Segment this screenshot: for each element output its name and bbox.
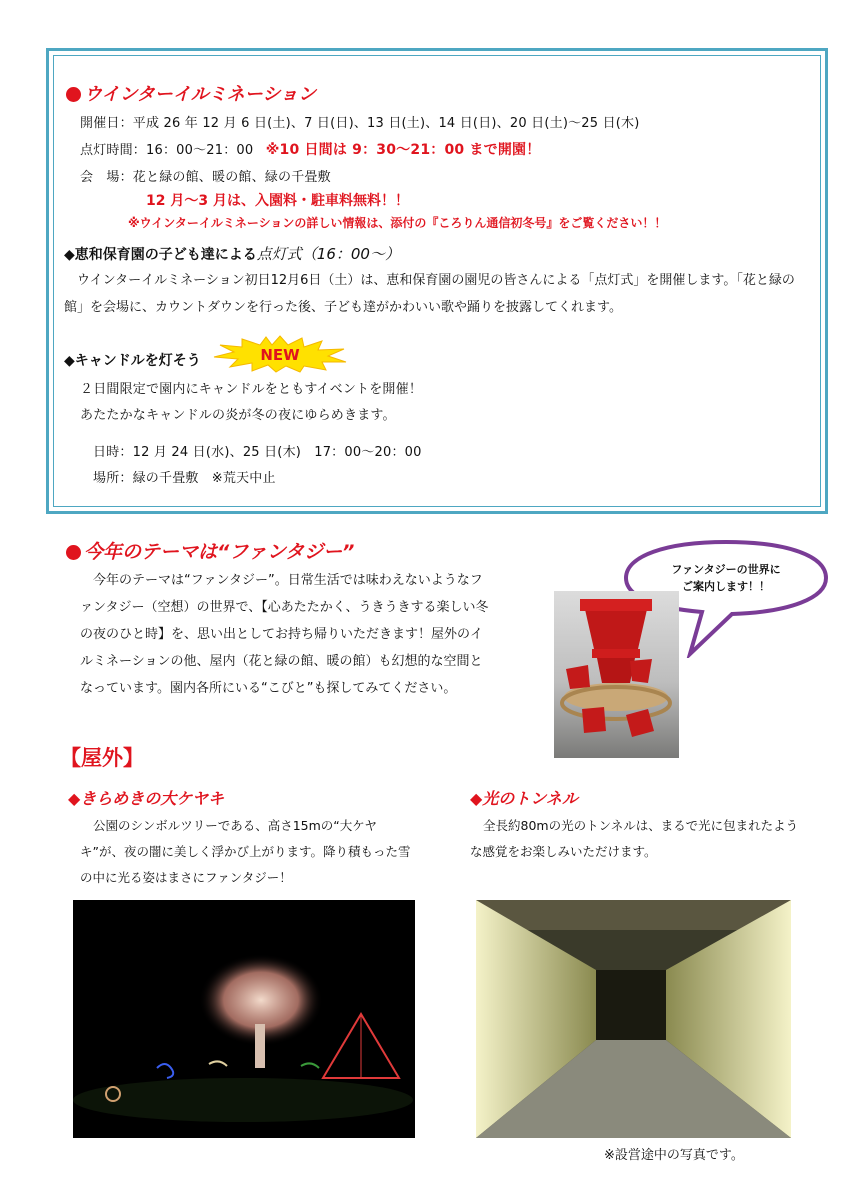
keyaki-title: ◆きらめきの大ケヤキ [68, 789, 224, 808]
tunnel-title: ◆光のトンネル [470, 789, 578, 808]
winter-hours-note: ※10 日間は 9：30～21：00 まで開園！ [265, 142, 541, 158]
winter-free-note: 12 月～3 月は、入園料・駐車料無料！！ [146, 193, 409, 209]
theme-body: 今年のテーマは“ファンタジー”。日常生活では味わえないようなファンタジー（空想）の世界で、【心あたたかく、うきうきする楽しい冬の夜のひと時】を、思い出としてお持ち帰りいただきます！屋外のイルミネーションの他、屋内（花と緑の館、暖の館）も幻想的な空間となっています。園内各所にいる“こびと”も探してみてください。 [80, 573, 489, 696]
candle-date: 日時：12 月 24 日(水)、25 日(木) 17：00～20：00 [93, 445, 422, 460]
candle-title: ◆キャンドルを灯そう [64, 353, 201, 369]
theme-title-text: 今年のテーマは“ファンタジー” [84, 541, 355, 563]
new-badge-icon [212, 335, 348, 373]
tunnel-body: 全長約80mの光のトンネルは、まるで光に包まれたような感覚をお楽しみいただけます。 [470, 818, 799, 859]
winter-title-text: ウインターイルミネーション [84, 84, 317, 105]
ceremony-title [64, 243, 400, 264]
red-bullet-icon [66, 87, 81, 102]
ceremony-title-plain: ◆恵和保育園の子ども達による [64, 247, 257, 263]
bubble-text [640, 561, 812, 595]
light-tunnel-photo [476, 900, 791, 1138]
bubble-line1: ファンタジーの世界に [671, 563, 781, 576]
photo-caption: ※設営途中の写真です。 [604, 1148, 744, 1163]
candle-line1: ２日間限定で園内にキャンドルをともすイベントを開催！ [80, 382, 423, 397]
winter-section-title [66, 80, 316, 106]
winter-venue: 会 場：花と緑の館、暖の館、緑の千畳敷 [80, 170, 331, 185]
outdoor-heading: 【屋外】 [60, 746, 144, 770]
theme-title [66, 537, 354, 564]
bubble-line2: ご案内します！！ [682, 580, 770, 593]
winter-hours [80, 139, 540, 159]
winter-hours-label: 点灯時間：16：00～21：00 [80, 143, 254, 158]
candle-place: 場所：緑の千畳敷 ※荒天中止 [93, 471, 276, 486]
ceremony-title-italic: 点灯式（16：00～） [256, 245, 400, 263]
keyaki-tree-photo [73, 900, 415, 1138]
winter-info-note: ※ウインターイルミネーションの詳しい情報は、添付の『ころりん通信初冬号』をご覧ください！！ [128, 216, 667, 230]
flower-pots-photo [554, 591, 679, 758]
winter-dates: 開催日：平成 26 年 12 月 6 日(土)、7 日(日)、13 日(土)、14 日(日)、20 日(土)～25 日(木) [80, 116, 640, 131]
red-bullet-icon [66, 545, 81, 560]
candle-line2: あたたかなキャンドルの炎が冬の夜にゆらめきます。 [80, 408, 396, 423]
keyaki-body: 公園のシンボルツリーである、高さ15mの“大ケヤキ”が、夜の闇に美しく浮かび上がります。降り積もった雪の中に光る姿はまさにファンタジー！ [80, 818, 411, 885]
new-badge-text: NEW [260, 346, 300, 364]
ceremony-body: ウインターイルミネーション初日12月6日（土）は、恵和保育園の園児の皆さんによる「点灯式」を開催します。「花と緑の館」を会場に、カウントダウンを行った後、子ども達がかわいい歌や踊りを披露してくれます。 [64, 273, 795, 315]
